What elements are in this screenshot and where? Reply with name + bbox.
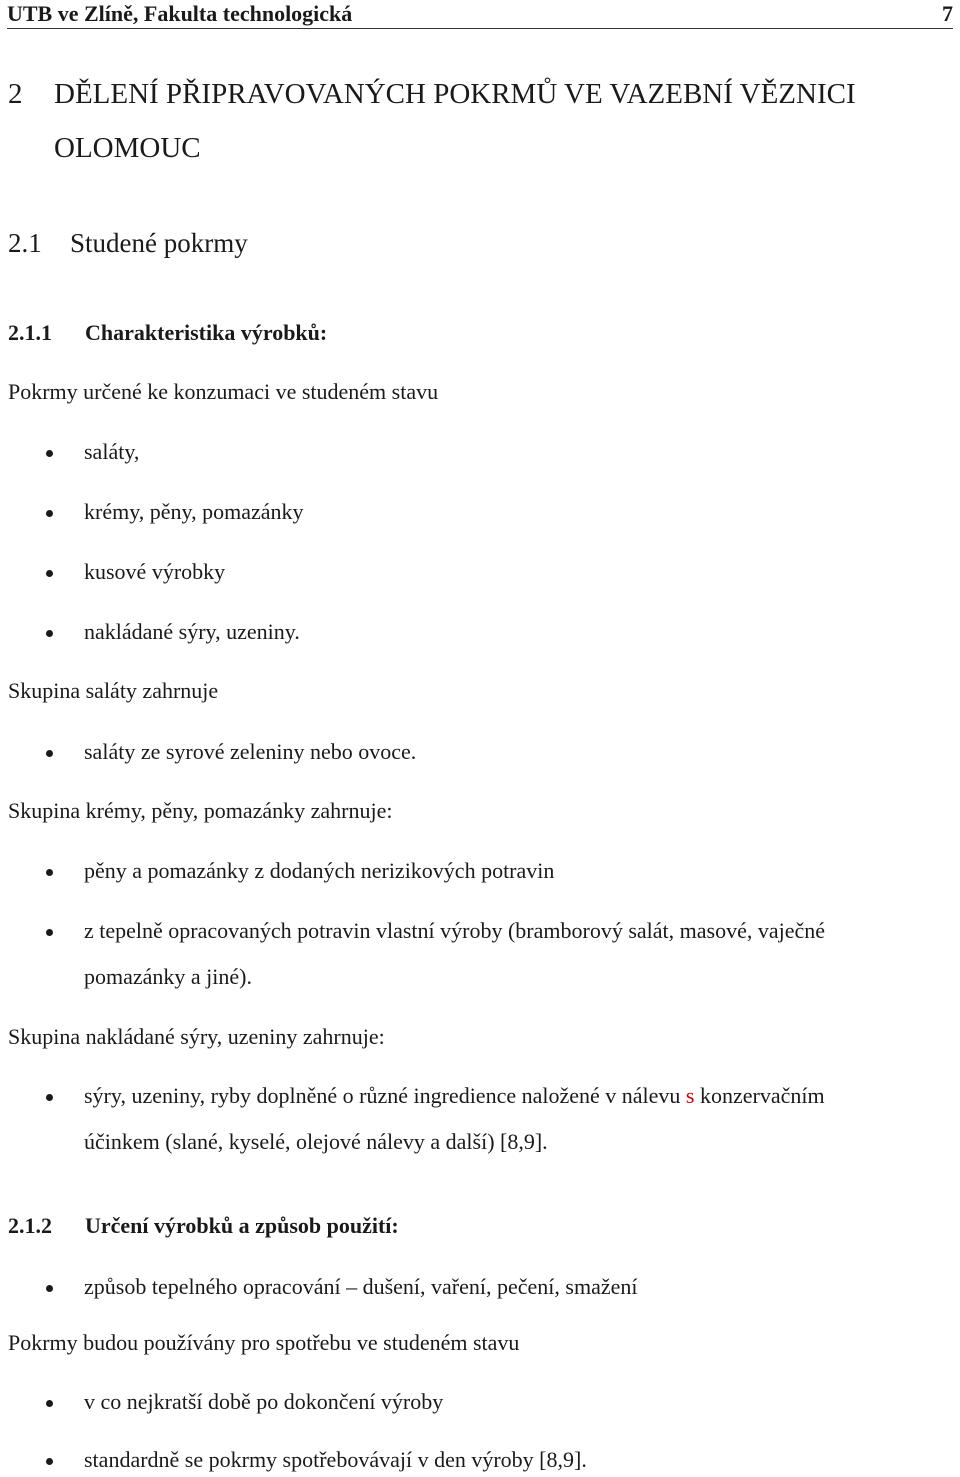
- subsection-number-2: 2.1.2: [8, 1213, 52, 1238]
- paragraph-5: Pokrmy budou používány pro spotřebu ve studeném stavu: [8, 1330, 520, 1355]
- bullet-icon: [46, 1458, 53, 1465]
- chapter-title-line1: DĚLENÍ PŘIPRAVOVANÝCH POKRMŮ VE VAZEBNÍ VĚZNICI: [54, 78, 856, 110]
- bullet-icon: [46, 1285, 53, 1292]
- subsection-number-1: 2.1.1: [8, 320, 52, 345]
- subsection-title-1: Charakteristika výrobků:: [85, 320, 328, 345]
- list-item: saláty,: [84, 439, 140, 464]
- header-title: UTB ve Zlíně, Fakulta technologická: [7, 1, 353, 26]
- running-header: [7, 0, 953, 29]
- paragraph-1: Pokrmy určené ke konzumaci ve studeném stavu: [8, 379, 439, 404]
- bullet-icon: [46, 750, 53, 757]
- chapter-title-line2: OLOMOUC: [54, 132, 201, 164]
- subsection-heading-1: [8, 320, 327, 346]
- list-item: z tepelně opracovaných potravin vlastní výroby (bramborový salát, masové, vaječné: [84, 918, 826, 943]
- chapter-number: 2: [8, 78, 23, 110]
- highlighted-letter: s: [685, 1083, 695, 1108]
- list-item-continuation: pomazánky a jiné).: [84, 964, 252, 989]
- chapter-heading: [8, 78, 856, 111]
- bullet-icon: [46, 929, 53, 936]
- list-item: nakládané sýry, uzeniny.: [84, 619, 300, 644]
- section-heading: [8, 228, 248, 259]
- paragraph-4: Skupina nakládané sýry, uzeniny zahrnuje:: [8, 1024, 385, 1049]
- list-item: standardně se pokrmy spotřebovávají v den výroby [8,9].: [84, 1447, 587, 1472]
- list-item: kusové výrobky: [84, 559, 226, 584]
- page-number: 7: [942, 1, 953, 26]
- list-item: pěny a pomazánky z dodaných nerizikových potravin: [84, 858, 555, 883]
- bullet-icon: [46, 1094, 53, 1101]
- subsection-title-2: Určení výrobků a způsob použití:: [85, 1213, 399, 1238]
- list-item: způsob tepelného opracování – dušení, vaření, pečení, smažení: [84, 1274, 638, 1299]
- subsection-heading-2: [8, 1213, 399, 1239]
- bullet-icon: [46, 570, 53, 577]
- list-item-continuation: účinkem (slané, kyselé, olejové nálevy a další) [8,9].: [84, 1129, 548, 1154]
- bullet-icon: [46, 450, 53, 457]
- list-item: saláty ze syrové zeleniny nebo ovoce.: [84, 739, 417, 764]
- bullet-icon: [46, 510, 53, 517]
- list-item: [84, 1083, 825, 1109]
- bullet-icon: [46, 1400, 53, 1407]
- paragraph-3: Skupina krémy, pěny, pomazánky zahrnuje:: [8, 798, 393, 823]
- list-item: krémy, pěny, pomazánky: [84, 499, 304, 524]
- list-item: v co nejkratší době po dokončení výroby: [84, 1389, 444, 1414]
- bullet-icon: [46, 630, 53, 637]
- section-number: 2.1: [8, 228, 42, 258]
- bullet-icon: [46, 869, 53, 876]
- paragraph-2: Skupina saláty zahrnuje: [8, 678, 219, 703]
- list-text: sýry, uzeniny, ryby doplněné o různé ingredience naložené v nálevu: [84, 1083, 686, 1108]
- list-text: konzervačním: [694, 1083, 825, 1108]
- section-title: Studené pokrmy: [70, 228, 248, 258]
